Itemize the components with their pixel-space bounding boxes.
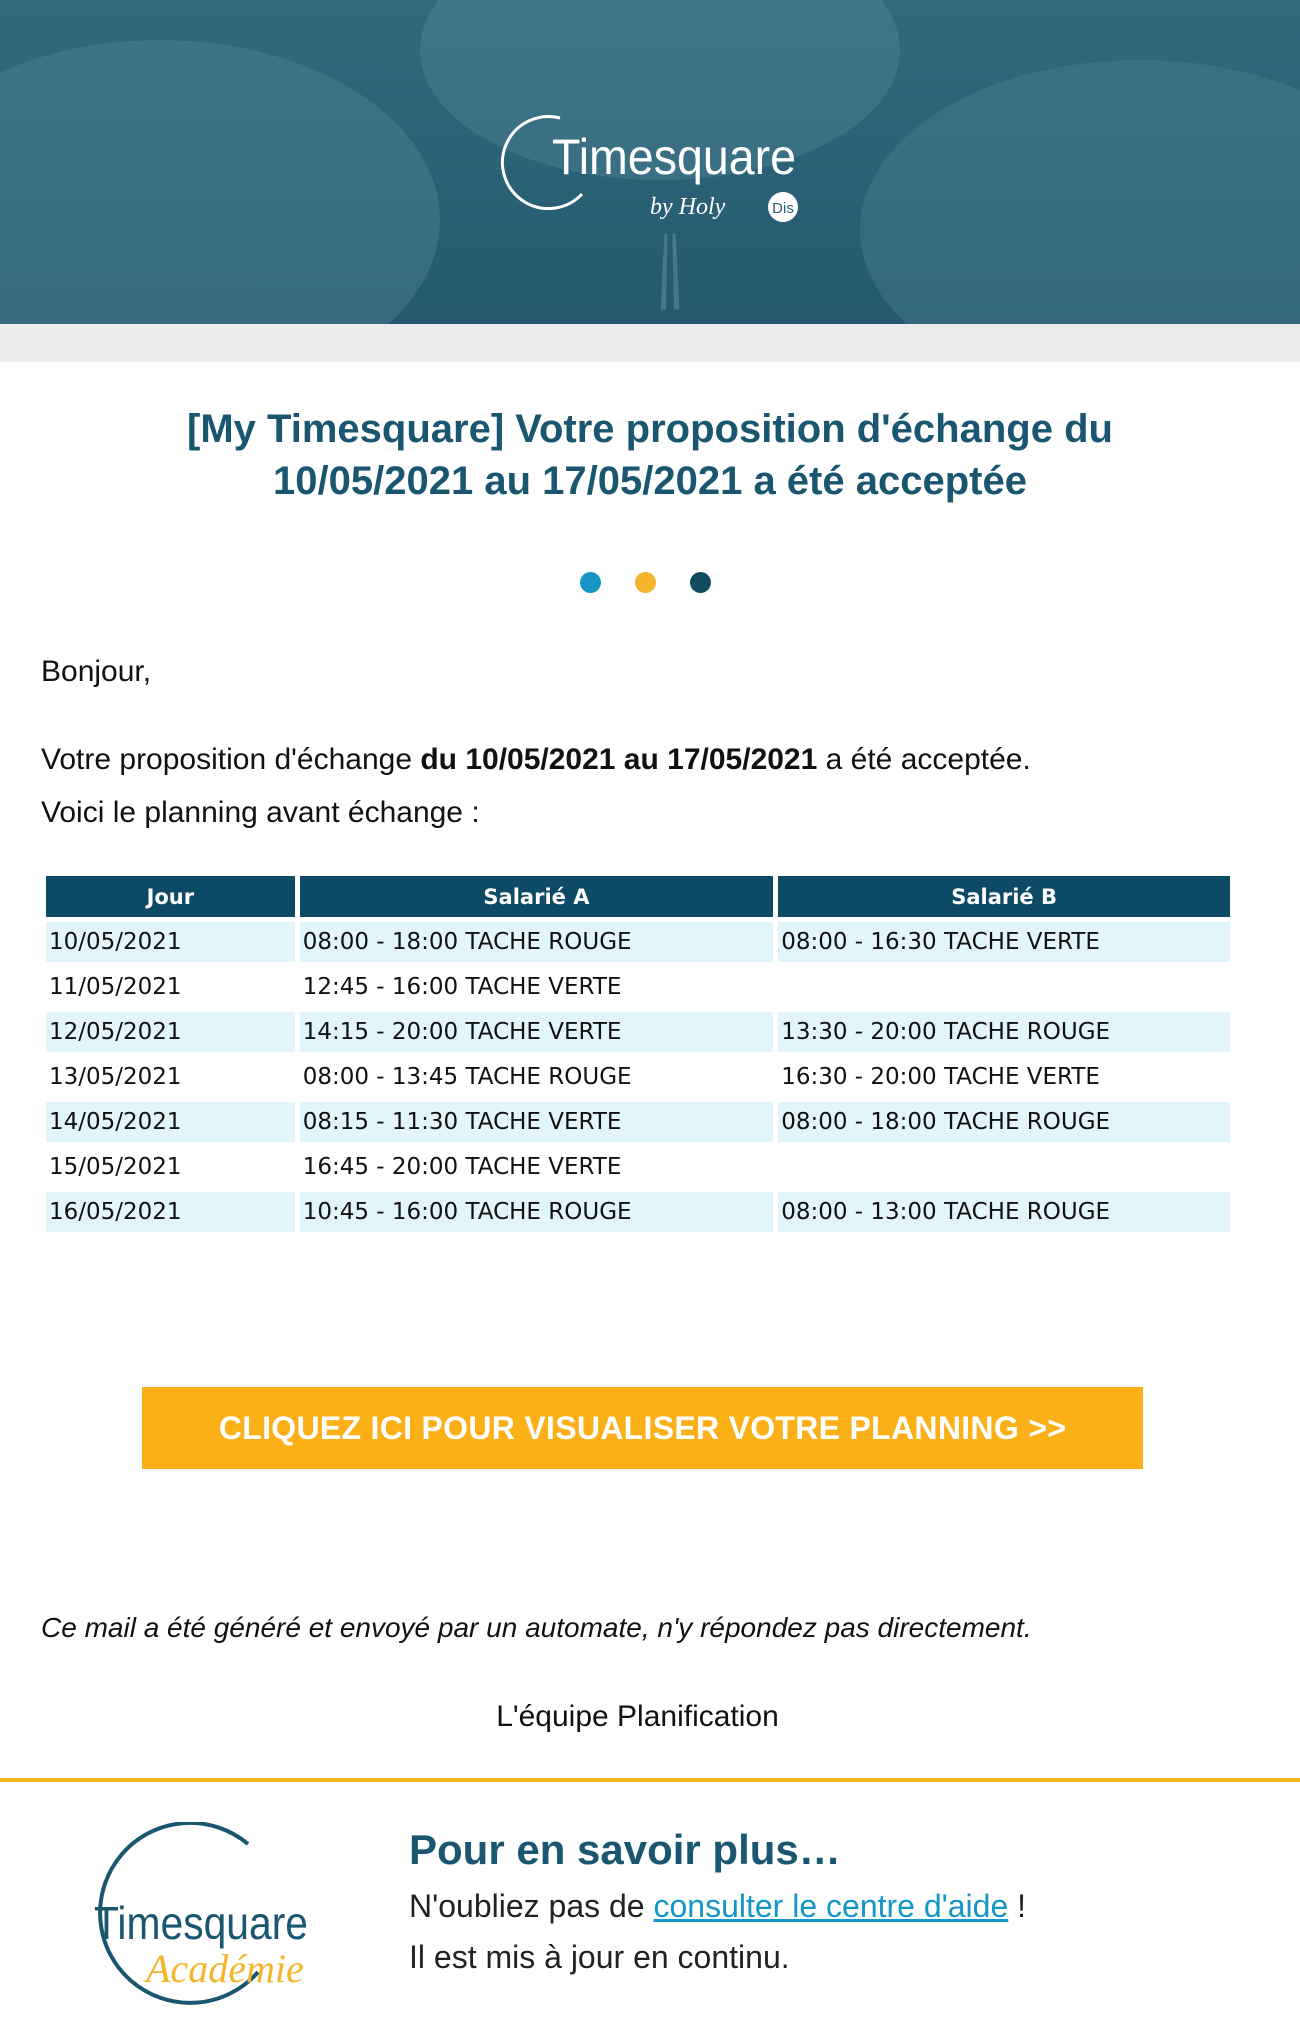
timesquare-academie-logo <box>58 1822 328 2007</box>
email-title-line1: [My Timesquare] Votre proposition d'échange du <box>187 407 1113 451</box>
automated-mail-notice: Ce mail a été généré et envoyé par un automate, n'y répondez pas directement. <box>41 1612 1032 1643</box>
greeting: Bonjour, <box>41 655 152 688</box>
cell-day: 14/05/2021 <box>46 1102 295 1142</box>
cell-salarie-b: 16:30 - 20:00 TACHE VERTE <box>781 1064 1100 1090</box>
cell-day: 13/05/2021 <box>49 1064 182 1090</box>
cell-salarie-a: 12:45 - 16:00 TACHE VERTE <box>302 974 622 1000</box>
body-line-2: Voici le planning avant échange : <box>41 796 480 829</box>
cell-salarie-b <box>778 1147 1230 1187</box>
team-signature: L'équipe Planification <box>496 1700 779 1733</box>
header-divider-strip <box>0 324 1300 362</box>
body-line-1 <box>41 742 1031 778</box>
table-row <box>46 1012 1230 1052</box>
learn-more-title: Pour en savoir plus… <box>409 1826 841 1873</box>
learn-more-suffix: ! <box>1008 1888 1027 1924</box>
email-title <box>80 403 1220 507</box>
logo-dis-text: Dis <box>772 200 794 217</box>
column-header-salarie-b: Salarié B <box>778 876 1230 917</box>
cell-day: 16/05/2021 <box>46 1192 295 1232</box>
schedule-table <box>41 871 1235 1237</box>
table-row <box>46 922 1230 962</box>
cell-salarie-b: 08:00 - 16:30 TACHE VERTE <box>778 922 1230 962</box>
column-header-jour: Jour <box>46 876 295 917</box>
body-prefix: Votre proposition d'échange <box>41 743 421 776</box>
banner-hill-right <box>860 60 1300 324</box>
column-header-salarie-a: Salarié A <box>300 876 774 917</box>
view-planning-button[interactable]: CLIQUEZ ICI POUR VISUALISER VOTRE PLANNING >> <box>142 1387 1143 1469</box>
table-header-row <box>46 876 1230 917</box>
body-date-range: du 10/05/2021 au 17/05/2021 <box>420 743 818 776</box>
learn-more-text <box>409 1888 1026 1925</box>
cell-salarie-a: 10:45 - 16:00 TACHE ROUGE <box>300 1192 774 1232</box>
table-row <box>46 1057 1230 1097</box>
banner-hill-left <box>0 40 440 324</box>
cell-day: 10/05/2021 <box>46 922 295 962</box>
table-row <box>46 1192 1230 1232</box>
cell-salarie-a: 16:45 - 20:00 TACHE VERTE <box>302 1154 622 1180</box>
table-row <box>46 1147 1230 1187</box>
dot-blue <box>580 572 601 593</box>
logo-wordmark: Timesquare <box>552 129 796 185</box>
cell-salarie-b: 08:00 - 18:00 TACHE ROUGE <box>778 1102 1230 1142</box>
email-title-line2: 10/05/2021 au 17/05/2021 a été acceptée <box>273 459 1027 503</box>
cell-day: 11/05/2021 <box>49 974 182 1000</box>
academy-logo-wordmark: Timesquare <box>94 1897 308 1949</box>
cell-salarie-a: 08:00 - 18:00 TACHE ROUGE <box>300 922 774 962</box>
academy-logo-subtitle: Académie <box>146 1946 304 1991</box>
cell-day: 12/05/2021 <box>46 1012 295 1052</box>
header-banner <box>0 0 1300 324</box>
banner-rail-track <box>576 234 764 310</box>
learn-more-update-note: Il est mis à jour en continu. <box>409 1939 790 1975</box>
cell-salarie-b: 13:30 - 20:00 TACHE ROUGE <box>778 1012 1230 1052</box>
body-suffix: a été acceptée. <box>817 743 1031 776</box>
cell-salarie-a: 08:00 - 13:45 TACHE ROUGE <box>302 1064 632 1090</box>
cell-salarie-a: 08:15 - 11:30 TACHE VERTE <box>300 1102 774 1142</box>
help-center-link[interactable]: consulter le centre d'aide <box>653 1888 1009 1924</box>
dot-navy <box>690 572 711 593</box>
table-row <box>46 1102 1230 1142</box>
timesquare-logo <box>500 96 810 236</box>
cell-salarie-b <box>778 967 1230 1007</box>
footer-divider <box>0 1778 1300 1782</box>
learn-more-prefix: N'oubliez pas de <box>409 1888 654 1924</box>
cell-salarie-a: 14:15 - 20:00 TACHE VERTE <box>300 1012 774 1052</box>
cell-salarie-b: 08:00 - 13:00 TACHE ROUGE <box>778 1192 1230 1232</box>
dot-orange <box>635 572 656 593</box>
table-row <box>46 967 1230 1007</box>
cell-day: 15/05/2021 <box>49 1154 182 1180</box>
decorative-dots <box>580 572 720 594</box>
logo-byline: by Holy <box>650 194 726 220</box>
